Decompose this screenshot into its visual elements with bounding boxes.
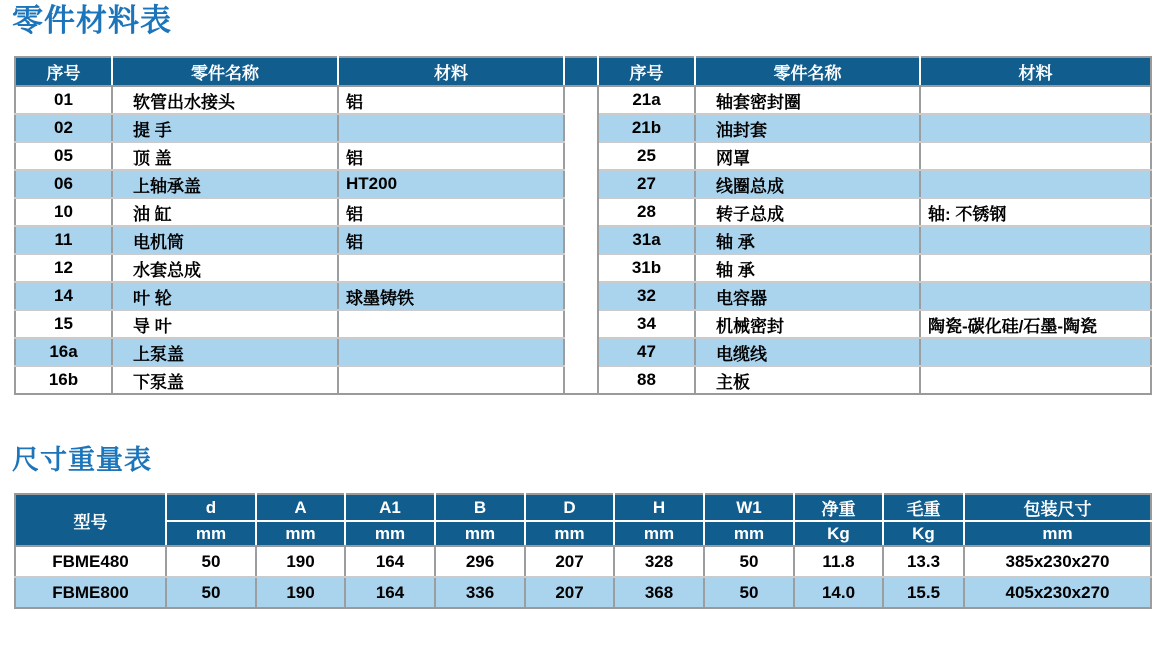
part-no-cell: 25 bbox=[598, 142, 695, 170]
part-no-cell: 27 bbox=[598, 170, 695, 198]
spacer-cell bbox=[564, 170, 598, 198]
part-material-cell bbox=[338, 114, 564, 142]
part-no-cell: 02 bbox=[15, 114, 112, 142]
parts-table-row bbox=[15, 226, 1151, 254]
part-name-cell: 上泵盖 bbox=[112, 338, 338, 366]
size-value-cell: 190 bbox=[256, 577, 345, 608]
part-no-cell: 12 bbox=[15, 254, 112, 282]
part-material-cell bbox=[920, 338, 1151, 366]
part-no-cell: 05 bbox=[15, 142, 112, 170]
size-value-cell: 190 bbox=[256, 546, 345, 577]
size-col-label: A bbox=[256, 494, 345, 521]
size-col-label: 包装尺寸 bbox=[964, 494, 1151, 521]
part-name-cell: 机械密封 bbox=[695, 310, 920, 338]
parts-table-header-row bbox=[15, 57, 1151, 86]
parts-table-row bbox=[15, 114, 1151, 142]
catalog-page bbox=[0, 4, 1164, 667]
parts-table-row bbox=[15, 254, 1151, 282]
part-material-cell bbox=[920, 226, 1151, 254]
spacer-cell bbox=[564, 254, 598, 282]
part-material-cell: 铝 bbox=[338, 86, 564, 114]
part-name-cell: 网罩 bbox=[695, 142, 920, 170]
part-material-cell bbox=[920, 86, 1151, 114]
col-header-name-right: 零件名称 bbox=[695, 57, 920, 86]
part-no-cell: 16a bbox=[15, 338, 112, 366]
part-name-cell: 下泵盖 bbox=[112, 366, 338, 394]
size-col-unit: mm bbox=[435, 521, 525, 546]
part-no-cell: 32 bbox=[598, 282, 695, 310]
part-name-cell: 上轴承盖 bbox=[112, 170, 338, 198]
part-no-cell: 10 bbox=[15, 198, 112, 226]
spacer-cell bbox=[564, 226, 598, 254]
parts-table-row bbox=[15, 142, 1151, 170]
size-value-cell: 207 bbox=[525, 577, 614, 608]
spacer-cell bbox=[564, 198, 598, 226]
part-no-cell: 88 bbox=[598, 366, 695, 394]
part-material-cell bbox=[920, 254, 1151, 282]
parts-table-row bbox=[15, 282, 1151, 310]
part-material-cell bbox=[920, 366, 1151, 394]
size-col-label: B bbox=[435, 494, 525, 521]
parts-table-row bbox=[15, 310, 1151, 338]
part-no-cell: 31b bbox=[598, 254, 695, 282]
size-value-cell: 296 bbox=[435, 546, 525, 577]
part-no-cell: 21b bbox=[598, 114, 695, 142]
col-header-name-left: 零件名称 bbox=[112, 57, 338, 86]
size-col-label: A1 bbox=[345, 494, 435, 521]
size-value-cell: 385x230x270 bbox=[964, 546, 1151, 577]
part-material-cell bbox=[338, 338, 564, 366]
spacer-cell bbox=[564, 114, 598, 142]
size-col-unit: mm bbox=[964, 521, 1151, 546]
size-col-label: 净重 bbox=[794, 494, 883, 521]
size-table-row bbox=[15, 577, 1151, 608]
model-cell: FBME480 bbox=[15, 546, 166, 577]
size-col-unit: mm bbox=[166, 521, 256, 546]
part-name-cell: 轴 承 bbox=[695, 254, 920, 282]
parts-table-row bbox=[15, 366, 1151, 394]
part-material-cell: 铝 bbox=[338, 142, 564, 170]
part-material-cell bbox=[920, 170, 1151, 198]
col-header-material-right: 材料 bbox=[920, 57, 1151, 86]
part-name-cell: 电容器 bbox=[695, 282, 920, 310]
part-name-cell: 轴套密封圈 bbox=[695, 86, 920, 114]
size-value-cell: 328 bbox=[614, 546, 704, 577]
size-value-cell: 207 bbox=[525, 546, 614, 577]
part-name-cell: 叶 轮 bbox=[112, 282, 338, 310]
part-name-cell: 转子总成 bbox=[695, 198, 920, 226]
part-material-cell: 铝 bbox=[338, 226, 564, 254]
parts-table-row bbox=[15, 86, 1151, 114]
part-name-cell: 轴 承 bbox=[695, 226, 920, 254]
part-name-cell: 导 叶 bbox=[112, 310, 338, 338]
part-name-cell: 提 手 bbox=[112, 114, 338, 142]
parts-table-row bbox=[15, 198, 1151, 226]
size-col-unit: mm bbox=[704, 521, 794, 546]
size-col-unit: mm bbox=[614, 521, 704, 546]
parts-material-table bbox=[14, 56, 1152, 395]
part-name-cell: 主板 bbox=[695, 366, 920, 394]
size-value-cell: 50 bbox=[166, 546, 256, 577]
size-value-cell: 13.3 bbox=[883, 546, 964, 577]
col-header-no-left: 序号 bbox=[15, 57, 112, 86]
part-name-cell: 油 缸 bbox=[112, 198, 338, 226]
part-name-cell: 软管出水接头 bbox=[112, 86, 338, 114]
size-col-label: d bbox=[166, 494, 256, 521]
size-value-cell: 14.0 bbox=[794, 577, 883, 608]
part-no-cell: 21a bbox=[598, 86, 695, 114]
part-material-cell bbox=[920, 282, 1151, 310]
size-value-cell: 50 bbox=[704, 577, 794, 608]
part-material-cell: HT200 bbox=[338, 170, 564, 198]
spacer-cell bbox=[564, 142, 598, 170]
part-no-cell: 31a bbox=[598, 226, 695, 254]
parts-table-title: 零件材料表 bbox=[12, 3, 172, 38]
size-col-label: D bbox=[525, 494, 614, 521]
parts-table-row bbox=[15, 170, 1151, 198]
size-value-cell: 336 bbox=[435, 577, 525, 608]
size-col-unit: mm bbox=[345, 521, 435, 546]
part-material-cell bbox=[920, 114, 1151, 142]
model-cell: FBME800 bbox=[15, 577, 166, 608]
size-col-unit: mm bbox=[256, 521, 345, 546]
size-table-row bbox=[15, 546, 1151, 577]
size-value-cell: 368 bbox=[614, 577, 704, 608]
spacer-cell bbox=[564, 86, 598, 114]
part-name-cell: 线圈总成 bbox=[695, 170, 920, 198]
part-no-cell: 16b bbox=[15, 366, 112, 394]
part-no-cell: 01 bbox=[15, 86, 112, 114]
header-spacer-cell bbox=[564, 57, 598, 86]
part-material-cell: 轴: 不锈钢 bbox=[920, 198, 1151, 226]
part-material-cell bbox=[338, 254, 564, 282]
size-value-cell: 164 bbox=[345, 577, 435, 608]
size-table-title: 尺寸重量表 bbox=[12, 445, 152, 475]
size-value-cell: 11.8 bbox=[794, 546, 883, 577]
size-col-label: W1 bbox=[704, 494, 794, 521]
part-material-cell: 铝 bbox=[338, 198, 564, 226]
size-value-cell: 15.5 bbox=[883, 577, 964, 608]
spacer-cell bbox=[564, 338, 598, 366]
size-col-label: 毛重 bbox=[883, 494, 964, 521]
part-name-cell: 油封套 bbox=[695, 114, 920, 142]
part-no-cell: 06 bbox=[15, 170, 112, 198]
size-col-label: H bbox=[614, 494, 704, 521]
part-material-cell: 陶瓷-碳化硅/石墨-陶瓷 bbox=[920, 310, 1151, 338]
part-no-cell: 34 bbox=[598, 310, 695, 338]
part-name-cell: 水套总成 bbox=[112, 254, 338, 282]
part-no-cell: 47 bbox=[598, 338, 695, 366]
part-name-cell: 顶 盖 bbox=[112, 142, 338, 170]
spacer-cell bbox=[564, 282, 598, 310]
size-value-cell: 50 bbox=[166, 577, 256, 608]
size-table-header-row-2 bbox=[15, 521, 1151, 546]
size-weight-table bbox=[14, 493, 1152, 609]
part-material-cell bbox=[920, 142, 1151, 170]
part-name-cell: 电缆线 bbox=[695, 338, 920, 366]
parts-table-row bbox=[15, 338, 1151, 366]
size-value-cell: 405x230x270 bbox=[964, 577, 1151, 608]
spacer-cell bbox=[564, 310, 598, 338]
spacer-cell bbox=[564, 366, 598, 394]
size-col-unit: Kg bbox=[883, 521, 964, 546]
size-value-cell: 50 bbox=[704, 546, 794, 577]
size-table-header-row-1 bbox=[15, 494, 1151, 521]
part-no-cell: 15 bbox=[15, 310, 112, 338]
part-no-cell: 28 bbox=[598, 198, 695, 226]
col-header-material-left: 材料 bbox=[338, 57, 564, 86]
part-no-cell: 14 bbox=[15, 282, 112, 310]
part-material-cell bbox=[338, 310, 564, 338]
col-header-no-right: 序号 bbox=[598, 57, 695, 86]
size-col-unit: mm bbox=[525, 521, 614, 546]
part-material-cell: 球墨铸铁 bbox=[338, 282, 564, 310]
part-no-cell: 11 bbox=[15, 226, 112, 254]
size-col-unit: Kg bbox=[794, 521, 883, 546]
part-name-cell: 电机筒 bbox=[112, 226, 338, 254]
col-header-model: 型号 bbox=[15, 494, 166, 546]
part-material-cell bbox=[338, 366, 564, 394]
size-value-cell: 164 bbox=[345, 546, 435, 577]
